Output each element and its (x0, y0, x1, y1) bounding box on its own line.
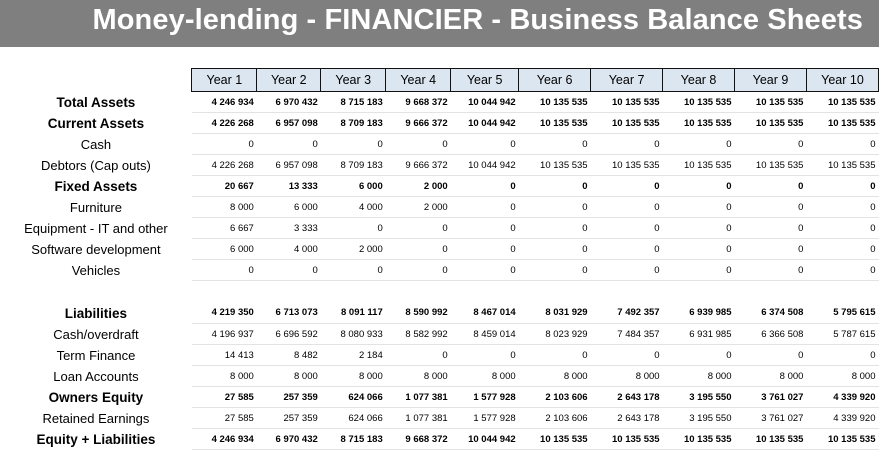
row-label: Total Assets (56, 94, 136, 110)
value-cell[interactable]: 10 135 535 (591, 155, 663, 176)
value-cell[interactable]: 8 715 183 (321, 429, 386, 450)
row-label: Owners Equity (48, 389, 144, 405)
row-label: Current Assets (47, 115, 145, 131)
value-cell[interactable]: 7 492 357 (591, 303, 663, 324)
value-cell[interactable]: 9 666 372 (386, 113, 451, 134)
value-cell[interactable]: 8 000 (321, 366, 386, 387)
value-cell[interactable]: 6 696 592 (257, 324, 321, 345)
row-label: Equity + Liabilities (36, 431, 156, 447)
value-cell[interactable]: 10 135 535 (519, 113, 591, 134)
value-cell[interactable]: 2 000 (321, 239, 386, 260)
value-cell[interactable]: 0 (519, 345, 591, 366)
table-row (0, 408, 879, 429)
row-label: Equipment - IT and other (24, 220, 168, 236)
value-cell[interactable]: 2 000 (386, 176, 451, 197)
value-cell[interactable]: 20 667 (192, 176, 257, 197)
value-cell[interactable]: 0 (735, 345, 807, 366)
value-cell[interactable]: 0 (591, 260, 663, 281)
value-cell[interactable]: 0 (451, 345, 519, 366)
value-cell[interactable]: 14 413 (192, 345, 257, 366)
value-cell[interactable]: 0 (257, 260, 321, 281)
value-cell[interactable]: 6 000 (321, 176, 386, 197)
value-cell[interactable]: 0 (806, 134, 878, 155)
value-cell[interactable]: 0 (735, 239, 807, 260)
value-cell[interactable]: 6 713 073 (257, 303, 321, 324)
row-label: Loan Accounts (53, 368, 139, 384)
value-cell[interactable]: 10 044 942 (451, 113, 519, 134)
value-cell[interactable]: 10 135 535 (663, 155, 735, 176)
value-cell[interactable]: 257 359 (257, 387, 321, 408)
row-label: Vehicles (71, 262, 121, 278)
value-cell[interactable]: 10 135 535 (663, 429, 735, 450)
value-cell[interactable]: 0 (321, 218, 386, 239)
value-cell[interactable]: 10 135 535 (806, 92, 878, 113)
row-label: Liabilities (64, 305, 128, 321)
value-cell[interactable]: 0 (451, 176, 519, 197)
value-cell[interactable]: 0 (663, 260, 735, 281)
value-cell[interactable]: 624 066 (321, 408, 386, 429)
table-row (0, 239, 879, 260)
value-cell[interactable]: 3 195 550 (663, 408, 735, 429)
row-label: Cash/overdraft (53, 326, 139, 342)
value-cell[interactable]: 6 970 432 (257, 92, 321, 113)
value-cell[interactable]: 10 135 535 (735, 429, 807, 450)
value-cell[interactable]: 4 246 934 (192, 92, 257, 113)
value-cell[interactable]: 8 715 183 (321, 92, 386, 113)
value-cell[interactable]: 10 135 535 (519, 429, 591, 450)
year-header-cell[interactable]: Year 7 (591, 69, 663, 92)
value-cell[interactable]: 8 459 014 (451, 324, 519, 345)
value-cell[interactable]: 3 195 550 (663, 387, 735, 408)
value-cell[interactable]: 0 (591, 176, 663, 197)
year-header-cell[interactable]: Year 2 (257, 69, 321, 92)
value-cell[interactable]: 0 (519, 134, 591, 155)
value-cell[interactable]: 27 585 (192, 387, 257, 408)
value-cell[interactable]: 6 957 098 (257, 113, 321, 134)
value-cell[interactable]: 13 333 (257, 176, 321, 197)
value-cell[interactable]: 0 (663, 218, 735, 239)
title-banner (0, 0, 879, 47)
value-cell[interactable]: 6 939 985 (663, 303, 735, 324)
value-cell[interactable]: 4 339 920 (806, 387, 878, 408)
value-cell[interactable]: 0 (806, 197, 878, 218)
value-cell[interactable]: 10 135 535 (591, 113, 663, 134)
value-cell[interactable]: 8 590 992 (386, 303, 451, 324)
value-cell[interactable]: 4 226 268 (192, 113, 257, 134)
value-cell[interactable]: 8 091 117 (321, 303, 386, 324)
year-header-cell[interactable]: Year 4 (386, 69, 451, 92)
value-cell[interactable]: 0 (321, 260, 386, 281)
year-header-cell[interactable]: Year 8 (663, 69, 735, 92)
value-cell[interactable]: 10 135 535 (519, 92, 591, 113)
value-cell[interactable]: 2 643 178 (591, 387, 663, 408)
table-row (0, 113, 879, 134)
value-cell[interactable]: 1 077 381 (386, 408, 451, 429)
value-cell[interactable]: 0 (519, 197, 591, 218)
table-row (0, 345, 879, 366)
table-row (0, 303, 879, 324)
year-header-cell[interactable]: Year 1 (192, 69, 257, 92)
table-row (0, 92, 879, 113)
value-cell[interactable]: 10 135 535 (735, 155, 807, 176)
value-cell[interactable]: 0 (451, 218, 519, 239)
row-label: Cash (80, 136, 112, 152)
value-cell[interactable]: 8 709 183 (321, 155, 386, 176)
value-cell[interactable]: 0 (591, 345, 663, 366)
value-cell[interactable]: 0 (386, 239, 451, 260)
table-row (0, 260, 879, 281)
value-cell[interactable]: 4 226 268 (192, 155, 257, 176)
value-cell[interactable]: 8 031 929 (519, 303, 591, 324)
value-cell[interactable]: 0 (591, 197, 663, 218)
value-cell[interactable]: 8 000 (663, 366, 735, 387)
row-label: Software development (31, 241, 161, 257)
value-cell[interactable]: 0 (519, 260, 591, 281)
value-cell[interactable]: 0 (451, 197, 519, 218)
value-cell[interactable]: 10 135 535 (806, 155, 878, 176)
value-cell[interactable]: 0 (663, 239, 735, 260)
value-cell[interactable]: 1 577 928 (451, 408, 519, 429)
table-row (0, 218, 879, 239)
value-cell[interactable]: 0 (591, 134, 663, 155)
value-cell[interactable]: 6 366 508 (735, 324, 807, 345)
value-cell[interactable]: 0 (386, 218, 451, 239)
value-cell[interactable]: 0 (591, 239, 663, 260)
value-cell[interactable]: 10 044 942 (451, 92, 519, 113)
value-cell[interactable]: 10 135 535 (591, 92, 663, 113)
value-cell[interactable]: 8 000 (192, 197, 257, 218)
value-cell[interactable]: 0 (806, 176, 878, 197)
header-blank-cell (0, 69, 192, 92)
value-cell[interactable]: 8 709 183 (321, 113, 386, 134)
value-cell[interactable]: 3 761 027 (735, 387, 807, 408)
value-cell[interactable]: 0 (663, 345, 735, 366)
value-cell[interactable]: 9 668 372 (386, 92, 451, 113)
value-cell[interactable]: 0 (386, 260, 451, 281)
value-cell[interactable]: 0 (451, 239, 519, 260)
value-cell[interactable]: 6 000 (257, 197, 321, 218)
value-cell[interactable]: 8 482 (257, 345, 321, 366)
value-cell[interactable]: 0 (663, 176, 735, 197)
value-cell[interactable]: 0 (519, 239, 591, 260)
value-cell[interactable]: 3 333 (257, 218, 321, 239)
value-cell[interactable]: 0 (386, 134, 451, 155)
year-header-cell[interactable]: Year 9 (735, 69, 807, 92)
value-cell[interactable]: 4 196 937 (192, 324, 257, 345)
value-cell[interactable]: 0 (735, 197, 807, 218)
value-cell[interactable]: 8 000 (735, 366, 807, 387)
value-cell[interactable]: 0 (192, 134, 257, 155)
value-cell[interactable]: 0 (321, 134, 386, 155)
year-header-cell[interactable]: Year 3 (321, 69, 386, 92)
value-cell[interactable]: 10 135 535 (735, 113, 807, 134)
value-cell[interactable]: 0 (806, 260, 878, 281)
value-cell[interactable]: 8 000 (519, 366, 591, 387)
value-cell[interactable]: 6 970 432 (257, 429, 321, 450)
value-cell[interactable]: 0 (663, 134, 735, 155)
row-label: Fixed Assets (54, 178, 138, 194)
value-cell[interactable]: 5 787 615 (806, 324, 878, 345)
value-cell[interactable]: 6 957 098 (257, 155, 321, 176)
table-row (0, 197, 879, 218)
value-cell[interactable]: 27 585 (192, 408, 257, 429)
value-cell[interactable]: 4 246 934 (192, 429, 257, 450)
value-cell[interactable]: 4 000 (257, 239, 321, 260)
table-row (0, 324, 879, 345)
value-cell[interactable]: 10 135 535 (663, 113, 735, 134)
value-cell[interactable]: 2 103 606 (519, 408, 591, 429)
table-row (0, 366, 879, 387)
value-cell[interactable]: 1 577 928 (451, 387, 519, 408)
value-cell[interactable]: 2 184 (321, 345, 386, 366)
value-cell[interactable]: 8 080 933 (321, 324, 386, 345)
value-cell[interactable]: 2 103 606 (519, 387, 591, 408)
sheet-title: Money-lending - FINANCIER - Business Balance Sheets (92, 4, 863, 36)
value-cell[interactable]: 10 135 535 (591, 429, 663, 450)
value-cell[interactable]: 8 582 992 (386, 324, 451, 345)
value-cell[interactable]: 0 (519, 176, 591, 197)
value-cell[interactable]: 3 761 027 (735, 408, 807, 429)
year-header-cell[interactable]: Year 10 (806, 69, 878, 92)
table-row (0, 134, 879, 155)
value-cell[interactable]: 8 000 (591, 366, 663, 387)
value-cell[interactable]: 6 000 (192, 239, 257, 260)
value-cell[interactable]: 2 000 (386, 197, 451, 218)
value-cell[interactable]: 4 000 (321, 197, 386, 218)
value-cell[interactable]: 0 (591, 218, 663, 239)
value-cell[interactable]: 0 (735, 134, 807, 155)
value-cell[interactable]: 4 219 350 (192, 303, 257, 324)
value-cell[interactable]: 2 643 178 (591, 408, 663, 429)
value-cell[interactable]: 10 135 535 (806, 429, 878, 450)
value-cell[interactable]: 6 667 (192, 218, 257, 239)
year-header-cell[interactable]: Year 6 (519, 69, 591, 92)
value-cell[interactable]: 8 000 (451, 366, 519, 387)
table-row (0, 387, 879, 408)
value-cell[interactable]: 10 044 942 (451, 155, 519, 176)
value-cell[interactable]: 0 (386, 345, 451, 366)
value-cell[interactable]: 624 066 (321, 387, 386, 408)
value-cell[interactable]: 0 (257, 134, 321, 155)
value-cell[interactable]: 0 (806, 345, 878, 366)
row-label: Term Finance (56, 347, 136, 363)
year-header-cell[interactable]: Year 5 (451, 69, 519, 92)
value-cell[interactable]: 10 135 535 (806, 113, 878, 134)
value-cell[interactable]: 257 359 (257, 408, 321, 429)
value-cell[interactable]: 7 484 357 (591, 324, 663, 345)
value-cell[interactable]: 10 135 535 (735, 92, 807, 113)
value-cell[interactable]: 0 (451, 134, 519, 155)
spacer-cell (0, 281, 879, 303)
value-cell[interactable]: 5 795 615 (806, 303, 878, 324)
table-row (0, 429, 879, 450)
row-label: Retained Earnings (42, 410, 150, 426)
row-label: Debtors (Cap outs) (41, 157, 151, 173)
spacer-row (0, 281, 879, 303)
value-cell[interactable]: 6 374 508 (735, 303, 807, 324)
value-cell[interactable]: 8 467 014 (451, 303, 519, 324)
value-cell[interactable]: 0 (451, 260, 519, 281)
value-cell[interactable]: 8 023 929 (519, 324, 591, 345)
value-cell[interactable]: 0 (806, 218, 878, 239)
value-cell[interactable]: 0 (735, 260, 807, 281)
value-cell[interactable]: 4 339 920 (806, 408, 878, 429)
value-cell[interactable]: 8 000 (806, 366, 878, 387)
value-cell[interactable]: 8 000 (192, 366, 257, 387)
value-cell[interactable]: 0 (519, 218, 591, 239)
value-cell[interactable]: 9 668 372 (386, 429, 451, 450)
value-cell[interactable]: 6 931 985 (663, 324, 735, 345)
value-cell[interactable]: 8 000 (386, 366, 451, 387)
value-cell[interactable]: 0 (806, 239, 878, 260)
value-cell[interactable]: 0 (663, 197, 735, 218)
value-cell[interactable]: 0 (192, 260, 257, 281)
table-row (0, 176, 879, 197)
row-label: Furniture (69, 199, 122, 215)
value-cell[interactable]: 0 (735, 218, 807, 239)
balance-sheet-table (0, 68, 879, 450)
value-cell[interactable]: 9 666 372 (386, 155, 451, 176)
value-cell[interactable]: 10 135 535 (519, 155, 591, 176)
value-cell[interactable]: 1 077 381 (386, 387, 451, 408)
year-header-row (0, 69, 879, 92)
table-row (0, 155, 879, 176)
value-cell[interactable]: 10 135 535 (663, 92, 735, 113)
value-cell[interactable]: 8 000 (257, 366, 321, 387)
value-cell[interactable]: 0 (735, 176, 807, 197)
value-cell[interactable]: 10 044 942 (451, 429, 519, 450)
